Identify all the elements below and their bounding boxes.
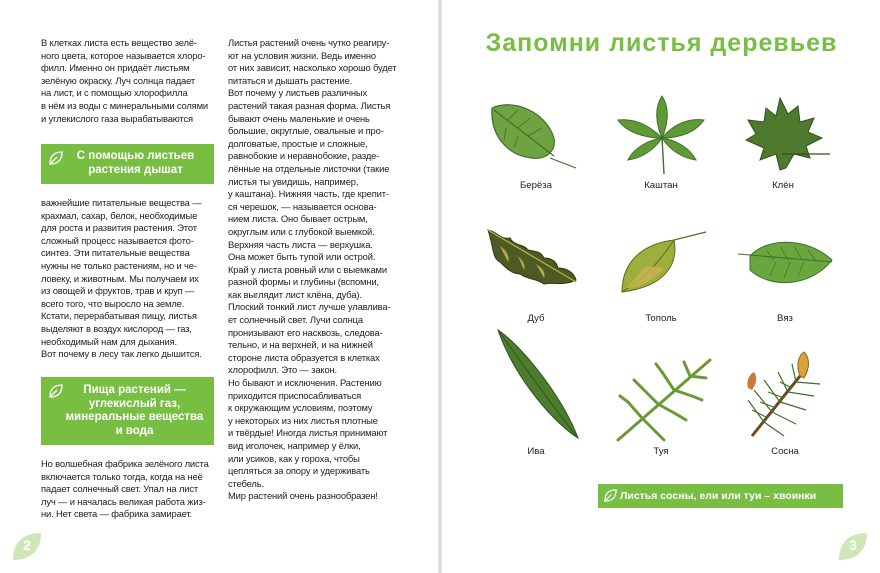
label-birch: Берёза (519, 180, 553, 191)
chestnut-leaf-icon (616, 94, 708, 176)
page-number-right (838, 531, 868, 561)
heading-box-breathing (41, 144, 214, 184)
footer-note-text: Листья сосны, ели или туи – хвоинки (620, 490, 817, 502)
leaf-outline-icon (603, 488, 618, 503)
footer-note-box (598, 484, 843, 508)
paragraph-chlorophyll: В клетках листа есть вещество зелё- ного цвета, которое называется хлоро- филл. Именно он придаёт листьям зелёную окраску. Луч солнца падает на лист, и с помощью хлорофилла в нём из воды с минеральными солями и углекислого газа вырабатываются (41, 37, 208, 124)
label-poplar: Тополь (645, 313, 677, 324)
left-column-2 (228, 37, 408, 503)
page-number-left-text: 2 (23, 537, 31, 553)
heading-breathing-text: С помощью листьев растения дышат (76, 150, 195, 176)
label-maple: Клён (772, 180, 794, 191)
page-number-right-text: 3 (849, 537, 857, 553)
page-number-left (12, 531, 42, 561)
left-column-1-continued (41, 197, 221, 361)
poplar-leaf-icon (616, 228, 712, 302)
leaf-outline-icon (48, 383, 64, 399)
label-thuja: Туя (653, 446, 669, 457)
oak-leaf-icon (484, 226, 584, 292)
label-pine: Сосна (771, 446, 799, 457)
birch-leaf-icon (484, 98, 580, 172)
left-column-1-end (41, 458, 221, 521)
thuja-branch-icon (612, 352, 716, 444)
heading-food-text: Пища растений — углекислый газ, минеральные вещества и вода (65, 384, 204, 437)
label-willow: Ива (527, 446, 545, 457)
page-fold (437, 0, 443, 573)
paragraph-leaf-forms: Листья растений очень чутко реагиру- ют на условия жизни. Ведь именно от них зависит, насколько хорошо будет питаться и дышать растение. Вот почему у листьев различных растений такая разная форма. Листья бывают очень маленькие и очень большие, округлые, овальные и про- долговатые, простые и сложные, равнобокие и неравнобокие, разде- лённые на отдельные листочки (такие листья ты увидишь, например, у каштана). Нижняя часть, где крепит- ся черешок, — называется основа- нием листа. Оно бывает острым, округлым или с глубокой выемкой. Верхняя часть листа — верхушка. Она может быть тупой или острой. Край у листа ровный или с выемками разной формы и глубины (вспомни, как выглядит лист клёна, дуба). Плоский тонкий лист лучше улавлива- ет солнечный свет. Лучи солнца пронизывают его насквозь, следова- тельно, и на верхней, и на нижней стороне листа образуется в клетках хлорофилл. Это — закон. Но бывают и исключения. Растению приходится приспосабливаться к окружающим условиям, поэтому у некоторых из них листья плотные и твёрдые! Иногда листья принимают вид иголочек, например у ёлки, или усиков, как у гороха, чтобы цепляться за опору и удерживать стебель. Мир растений очень разнообразен! (228, 37, 397, 502)
paragraph-photosynthesis: важнейшие питательные вещества — крахмал, сахар, белок, необходимые для роста и развития растения. Этот сложный процесс называется фото- синтез. Эти питательные вещества нужны не только растениям, но и че- ловеку, и животным. Мы получаем их из овощей и фруктов, трав и круп — всего того, что выросло на земле. Кстати, перерабатывая пищу, листья выделяют в воздух кислород — газ, необходимый нам для дыхания. Вот почему в лесу так легко дышится. (41, 197, 202, 360)
label-elm: Вяз (777, 313, 793, 324)
left-column-1 (41, 37, 221, 125)
maple-leaf-icon (740, 94, 836, 176)
pine-branch-icon (744, 350, 824, 440)
page-title: Запомни листья деревьев (485, 29, 838, 57)
label-chestnut: Каштан (644, 180, 678, 191)
paragraph-sunlight: Но волшебная фабрика зелёного листа включается только тогда, когда на неё падает солнечный свет. Упал на лист луч — и началась великая работа жиз- ни. Нет света — фабрика замирает. (41, 458, 209, 520)
label-oak: Дуб (527, 313, 545, 324)
willow-leaf-icon (492, 326, 582, 440)
heading-box-food (41, 377, 214, 445)
elm-leaf-icon (736, 232, 836, 296)
leaf-outline-icon (48, 150, 64, 166)
